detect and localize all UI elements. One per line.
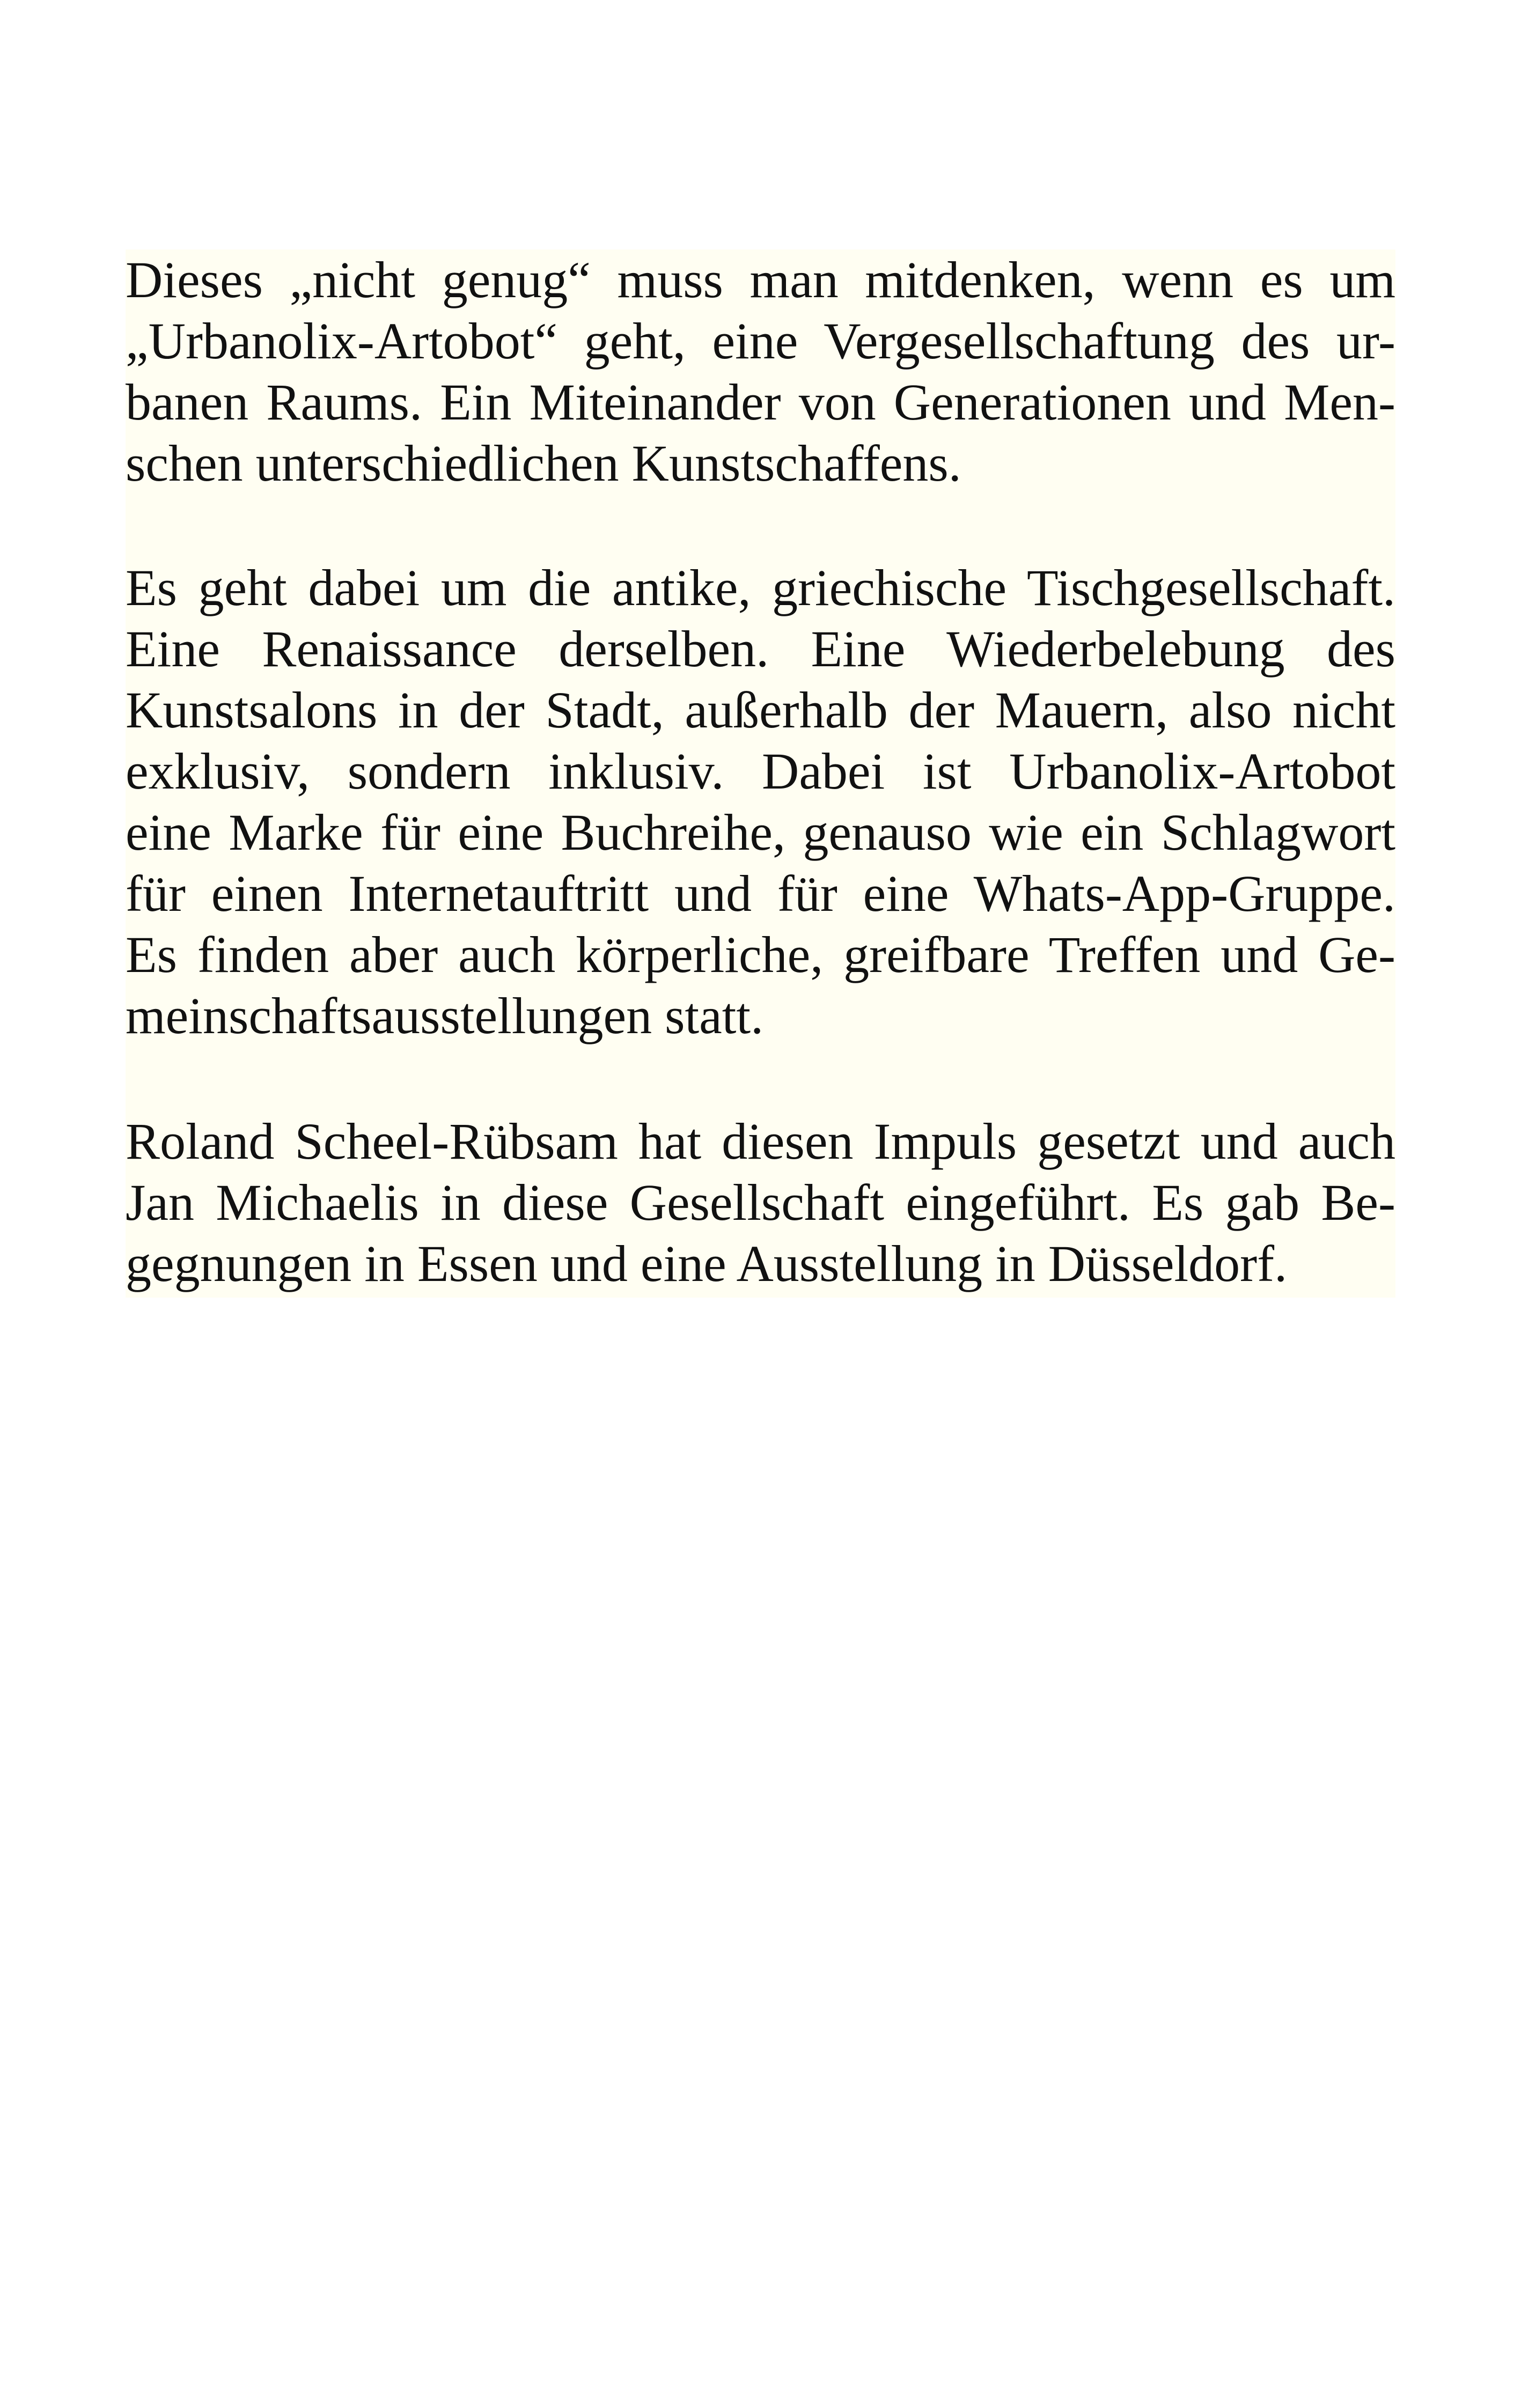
text-line: für einen Internetauftritt und für eine Whats-App-Gruppe. — [126, 865, 1395, 922]
text-line: Jan Michaelis in diese Gesellschaft eingeführt. Es gab Be- — [126, 1174, 1395, 1231]
text-line: Roland Scheel-Rübsam hat diesen Impuls gesetzt und auch — [126, 1113, 1395, 1170]
paragraph-1 — [126, 249, 1395, 494]
text-line: meinschaftsausstellungen statt. — [126, 987, 764, 1044]
paragraph-2 — [126, 557, 1395, 1047]
text-line: „Urbanolix-Artobot“ geht, eine Vergesellschaftung des ur- — [126, 312, 1395, 370]
text-line: Dieses „nicht genug“ muss man mitdenken, wenn es um — [126, 251, 1395, 308]
text-line: Kunstsalons in der Stadt, außerhalb der Mauern, also nicht — [126, 681, 1395, 739]
text-line: gegnungen in Essen und eine Ausstellung in Düsseldorf. — [126, 1235, 1288, 1292]
paragraph-3 — [126, 1111, 1395, 1294]
text-block — [126, 249, 1395, 1298]
text-line: schen unterschiedlichen Kunstschaffens. — [126, 435, 961, 492]
text-line: Es geht dabei um die antike, griechische Tischgesellschaft. — [126, 559, 1395, 616]
text-line: exklusiv, sondern inklusiv. Dabei ist Urbanolix-Artobot — [126, 742, 1395, 800]
text-line: eine Marke für eine Buchreihe, genauso wie ein Schlagwort — [126, 804, 1395, 861]
text-line: Eine Renaissance derselben. Eine Wiederbelebung des — [126, 620, 1395, 678]
text-line: Es finden aber auch körperliche, greifbare Treffen und Ge- — [126, 926, 1395, 983]
text-line: banen Raums. Ein Miteinander von Generationen und Men- — [126, 373, 1395, 431]
